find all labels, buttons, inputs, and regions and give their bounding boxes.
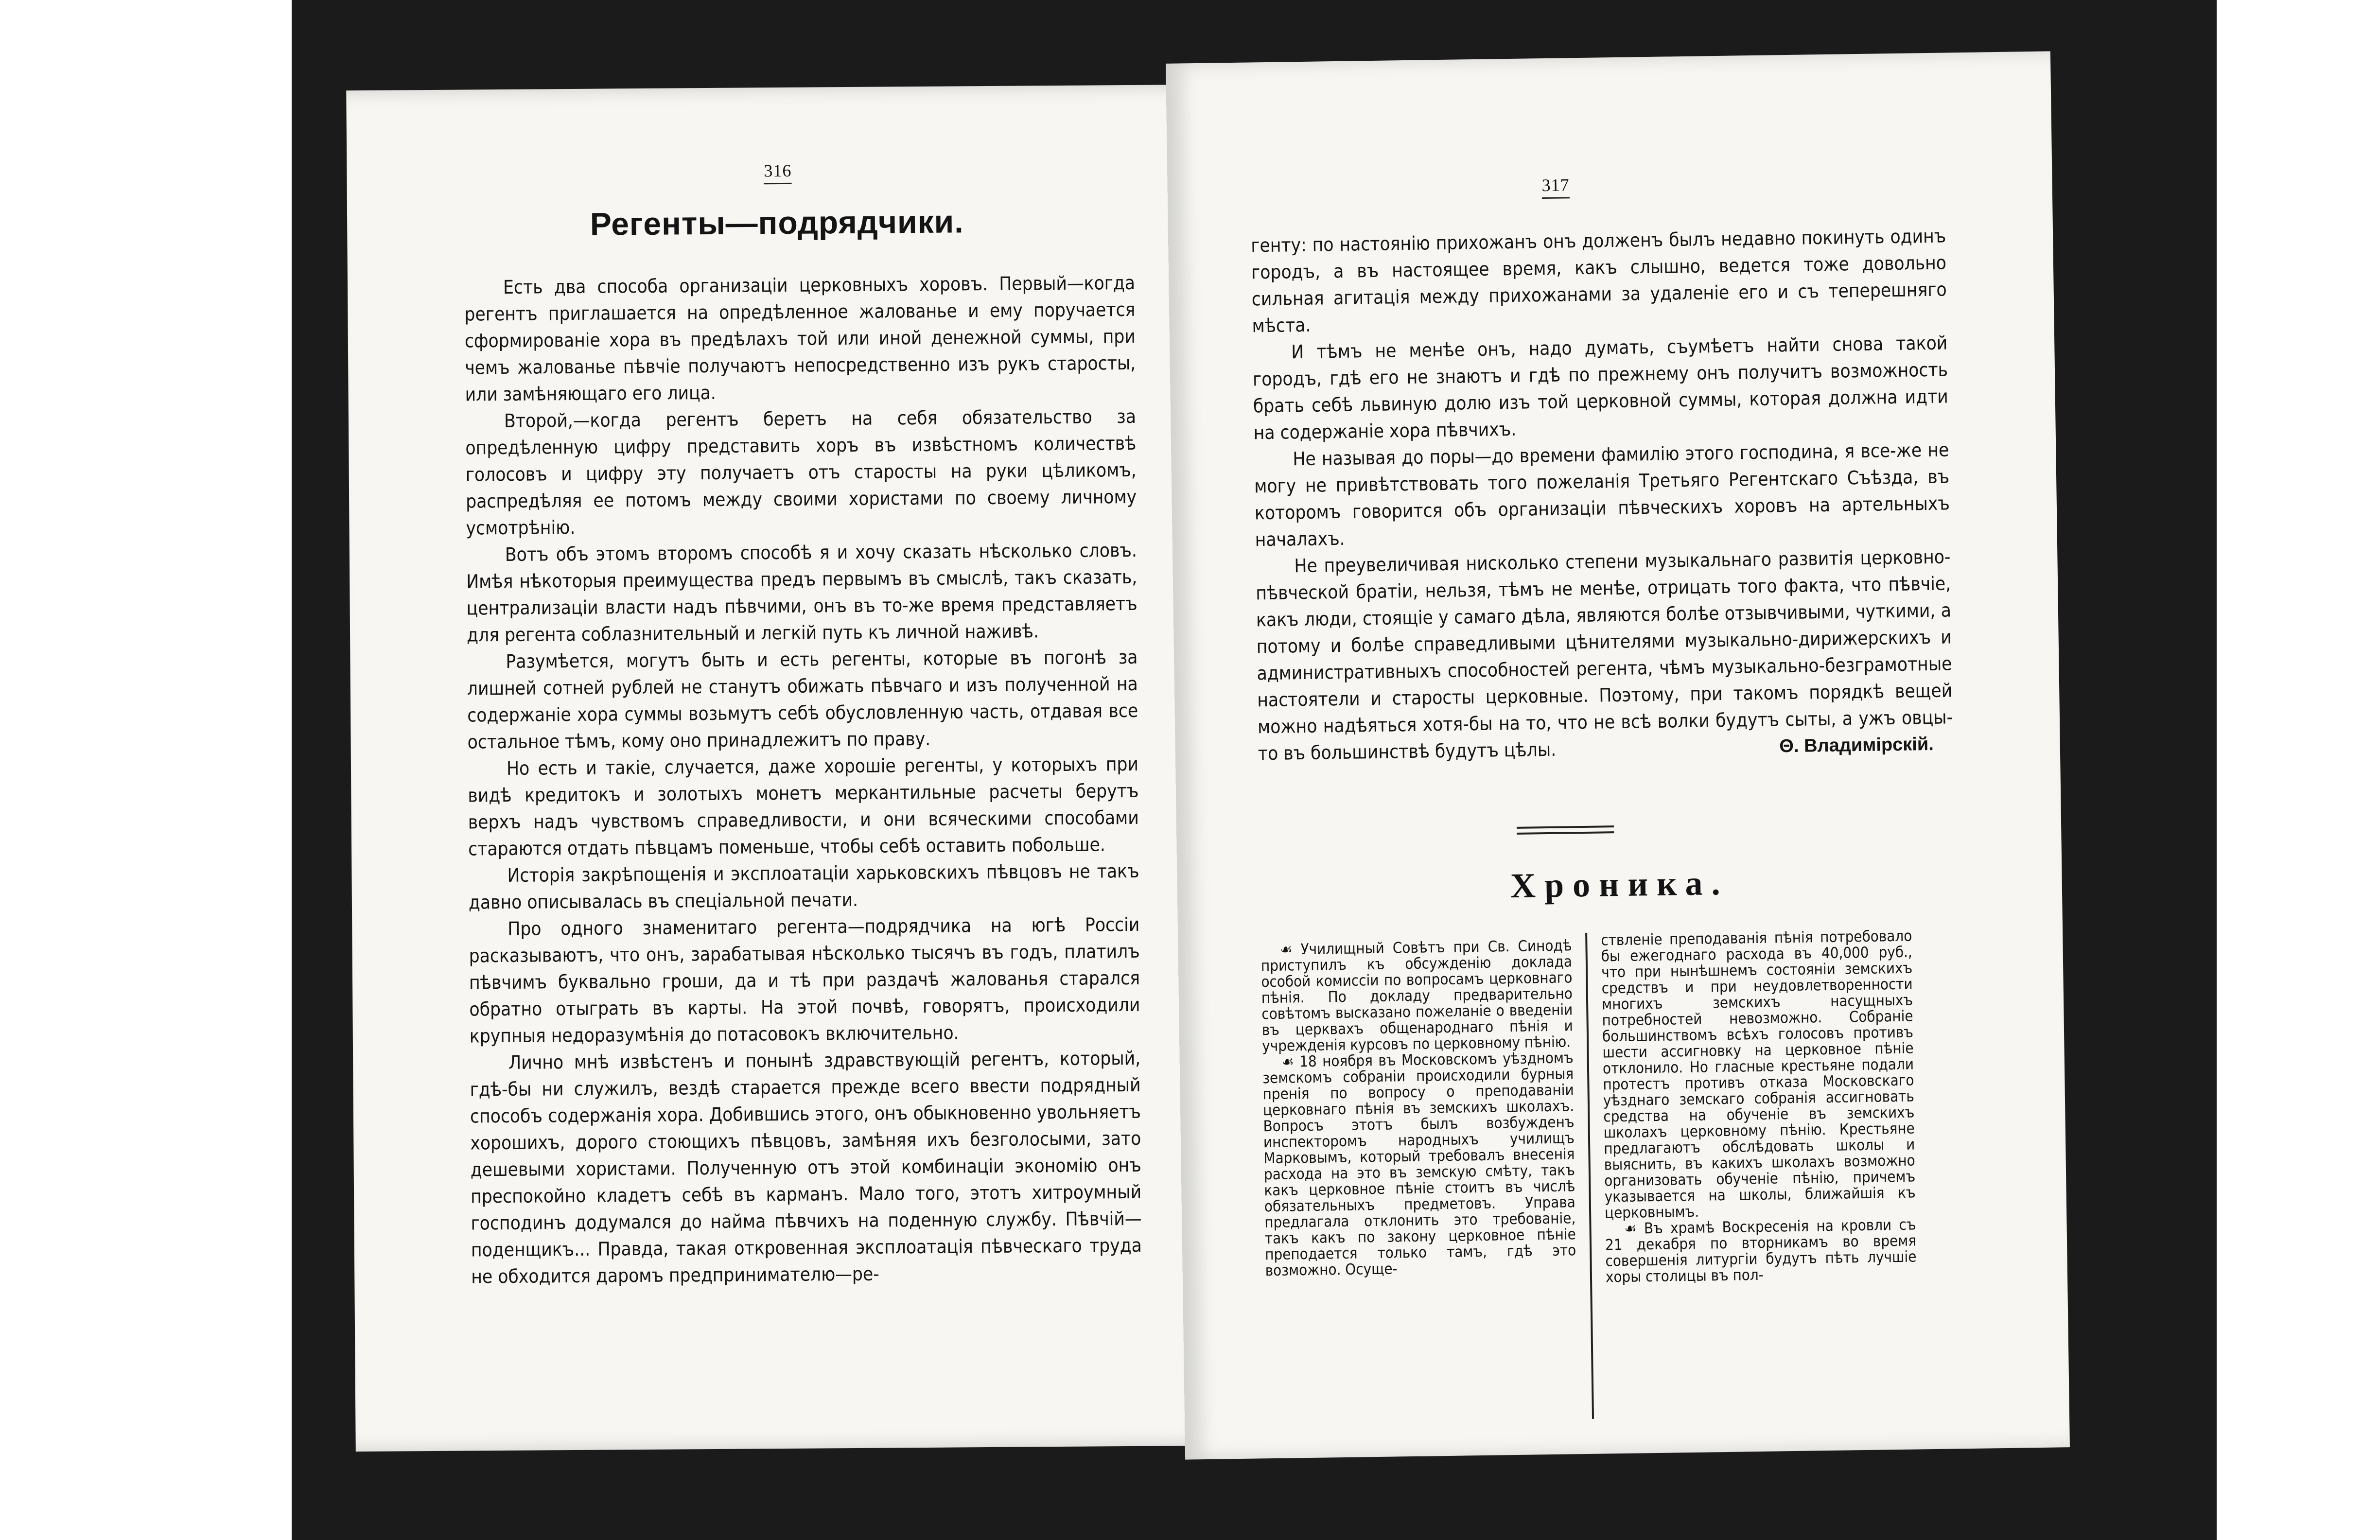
left-page xyxy=(346,85,1215,1452)
news-item: ☙ 18 ноября въ Московскомъ уѣздномъ земскомъ собраніи происходили бурныя пренія по вопросу о преподаваніи церковнаго пѣнія въ земскихъ школахъ. Вопросъ этотъ былъ возбужденъ инспекторомъ народныхъ училищъ Марковымъ, который требовалъ внесенія расхода на это въ земскую смѣту, такъ какъ церковное пѣніе стоитъ въ числѣ обязательныхъ предметовъ. Управа предлагала отклонить это требованіе, такъ какъ по закону церковное пѣніе преподается только тамъ, гдѣ это возможно. Осуще- xyxy=(1262,1049,1576,1280)
paragraph: Есть два способа организаціи церковныхъ хоровъ. Первый—когда регентъ приглашается на опредѣленное жалованье и ему поручается сформированіе хора въ предѣлахъ той или иной денежной суммы, при чемъ жалованье пѣвчіе получаютъ непосредственно изъ рукъ старосты, или замѣняющаго его лица. xyxy=(464,272,1136,406)
section-divider xyxy=(1517,825,1614,835)
news-item: ☙ Училищный Совѣтъ при Св. Синодѣ приступилъ къ обсужденію доклада особой комиссіи по вопросамъ церковнаго пѣнія. По докладу предварительно совѣтомъ высказано пожеланіе о введеніи въ церквахъ общенароднаго пѣнія и учрежденія курсовъ по церковному пѣнію. xyxy=(1260,937,1574,1055)
paragraph: Не преувеличивая нисколько степени музыкальнаго развитія церковно-пѣвческой братіи, нельзя, тѣмъ не менѣе, отрицать того факта, что пѣвчіе, какъ люди, стоящіе у самаго дѣла, являются болѣе отзывчивыми, чуткими, а потому и болѣе справедливыми цѣнителями музыкально-дирижерскихъ и административныхъ способностей регента, чѣмъ музыкально-безграмотные настоятели и старосты церковные. Поэтому, при такомъ порядкѣ вещей можно надѣяться хотя-бы на то, что не всѣ волки будутъ сыты, а ужъ овцы-то въ большинствѣ будутъ цѣлы. xyxy=(1255,546,1953,765)
chronicle-column-right xyxy=(1601,928,1917,1286)
paragraph: Не называя до поры—до времени фамилію этого господина, я все-же не могу не привѣтствовать того пожеланія Третьяго Регентскаго Съѣзда, въ которомъ говорится объ организаціи пѣвческихъ хоровъ на артельныхъ началахъ. xyxy=(1254,439,1950,551)
paragraph: Про одного знаменитаго регента—подрядчика на югѣ Россіи расказываютъ, что онъ, зарабатывая нѣсколько тысячъ въ годъ, платилъ пѣвчимъ буквально гроши, да и тѣ при раздачѣ жалованья старался обратно отыграть въ карты. На этой почвѣ, говорятъ, происходили крупныя недоразумѣнія до потасовокъ включительно. xyxy=(469,913,1140,1048)
right-body xyxy=(1251,223,1953,767)
chronicle-column-left xyxy=(1260,938,1576,1279)
signature: Θ. Владимірскій. xyxy=(1779,734,1934,757)
news-item: ствленіе преподаванія пѣнія потребовало бы ежегоднаго расхода въ 40,000 руб., что при нынѣшнемъ состояніи земскихъ средствъ и при неудовлетворенности многихъ земскихъ насущныхъ потребностей невозможно. Собраніе большинствомъ всѣхъ голосовъ противъ шести ассигновку на церковное пѣніе отклонило. Но гласные крестьяне подали протестъ противъ отказа Московскаго уѣзднаго земскаго собранія ассигновать средства на обученіе въ земскихъ школахъ церковному пѣнію. Крестьяне предлагаютъ обслѣдовать школы и выяснить, въ какихъ школахъ возможно организовать обученіе пѣнію, причемъ указывается на школы, ближайшія къ церковнымъ. xyxy=(1601,927,1916,1222)
right-page xyxy=(1166,51,2070,1459)
paragraph: Исторія закрѣпощенія и эксплоатаціи харьковскихъ пѣвцовъ не такъ давно описывалась въ спеціальной печати. xyxy=(468,860,1139,914)
article-title: Регенты—подрядчики. xyxy=(590,203,964,242)
paragraph: Но есть и такіе, случается, даже хорошіе регенты, у которыхъ при видѣ кредитокъ и золотыхъ монетъ меркантильные расчеты берутъ верхъ надъ чувствомъ справедливости, и они всяческими способами стараются отдать пѣвцамъ поменьше, чтобы себѣ оставить побольше. xyxy=(468,753,1139,860)
column-rule xyxy=(1585,933,1594,1419)
paragraph: И тѣмъ не менѣе онъ, надо думать, съумѣетъ найти снова такой городъ, гдѣ его не знаютъ и гдѣ по прежнему онъ получитъ возможность брать себѣ львиную долю изъ той церковной суммы, которая должна идти на содержаніе хора пѣвчихъ. xyxy=(1252,332,1949,444)
news-item: ☙ Въ храмѣ Воскресенія на кровли съ 21 декабря по вторникамъ во время совершенія литургіи будутъ пѣть лучшіе хоры столицы въ пол- xyxy=(1605,1216,1917,1286)
page-number-right: 317 xyxy=(1541,175,1570,199)
section-title: Хроника. xyxy=(1510,863,1729,906)
paragraph: Вотъ объ этомъ второмъ способѣ я и хочу сказать нѣсколько словъ. Имѣя нѣкоторыя преимущества предъ первымъ въ смыслѣ, такъ сказать, централизаціи власти надъ пѣвчими, онъ въ то-же время представляетъ для регента соблазнительный и легкій путь къ личной наживѣ. xyxy=(466,539,1138,647)
page-number-left: 316 xyxy=(764,160,791,184)
paragraph: Разумѣется, могутъ быть и есть регенты, которые въ погонѣ за лишней сотней рублей не станутъ обижать пѣвчаго и изъ полученной на содержаніе хора суммы возьмутъ себѣ обусловленную часть, отдавая все остальное тѣмъ, кому оно принадлежитъ по праву. xyxy=(467,646,1138,753)
paragraph: генту: по настоянію прихожанъ онъ долженъ былъ недавно покинуть одинъ городъ, а въ настоящее время, какъ слышно, ведется тоже довольно сильная агитація между прихожанами за удаленіе его и съ теперешняго мѣста. xyxy=(1250,225,1947,337)
paragraph: Лично мнѣ извѣстенъ и понынѣ здравствующій регентъ, который, гдѣ-бы ни служилъ, вездѣ старается прежде всего ввести подрядный способъ содержанія хора. Добившись этого, онъ обыкновенно увольняетъ хорошихъ, дорого стоющихъ пѣвцовъ, замѣняя ихъ безголосыми, зато дешевыми хористами. Полученную отъ этой комбинаціи экономію онъ преспокойно кладетъ себѣ въ карманъ. Мало того, этотъ хитроумный господинъ додумался до найма пѣвчихъ на поденную службу. Пѣвчій—поденщикъ... Правда, такая откровенная эксплоатація пѣвческаго труда не обходится даромъ предпринимателю—ре- xyxy=(470,1047,1142,1288)
paragraph: Второй,—когда регентъ беретъ на себя обязательство за опредѣленную цифру представить хоръ въ извѣстномъ количествѣ голосовъ и цифру эту получаетъ отъ старосты на руки цѣликомъ, распредѣляя ее потомъ между своими хористами по своему личному усмотрѣнію. xyxy=(465,405,1137,540)
left-body xyxy=(464,270,1142,1291)
